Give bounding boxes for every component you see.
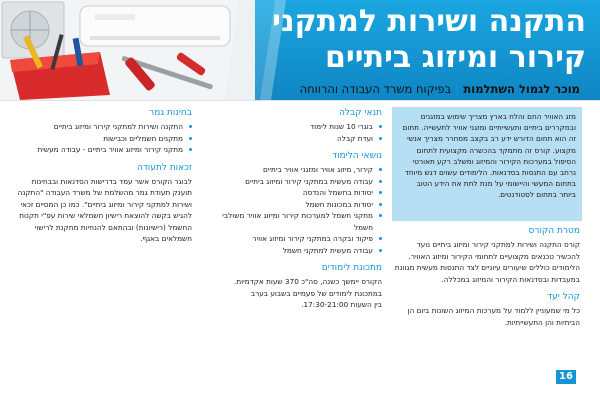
- list-item: מתקני חשמל למערכות קירור ומיזוג אוויר משולבי חשמל: [202, 210, 382, 233]
- goal-heading: מטרת הקורס: [528, 226, 580, 236]
- schedule-line-2: במתכונת לימודים של פעמיים בשבוע בערב: [250, 288, 382, 298]
- topics-heading: נושאי הלימוד: [332, 151, 382, 161]
- title-line-2: קירור ומיזוג ביתיים: [325, 40, 586, 75]
- exams-heading: בחינות גמר: [149, 108, 192, 118]
- schedule-heading: מתכונת לימודים: [321, 263, 382, 273]
- list-item: יסודות בחשמל והנדסה: [202, 187, 382, 199]
- title-line-1: התקנה ושירות למתקני: [272, 4, 586, 39]
- list-item: ועדת קבלה: [202, 133, 382, 145]
- admission-list: [202, 121, 382, 144]
- list-item: בוגרי 10 שנות לימוד: [202, 121, 382, 133]
- eligibility-text: לבוגר הקורס אשר עמד בדרישות הסדנאות ובבחינות תוענק תעודת גמר מהשלמת של משרד העבודה "התקנה ושירות למתקני קירור ומיזוג ביתיים". כמו כן המסיים זכאי להגיש בקשה להוצאת רישיון חשמלאי שירות עפ"י תקנות החשמל (רישיונות) ובהתאם להנחיות מתקנת לרישוי חשמלאים באגף.: [17, 176, 192, 243]
- list-item: מתקנים חשמליים וכבישות: [17, 133, 192, 145]
- list-item: עבודה מעשית במתקני קירור ומיזוג ביתיים: [202, 176, 382, 188]
- header-divider: [0, 100, 600, 101]
- schedule-line-1: הקורס יימשך כשנה, סה"כ 370 שעות אקדמיות.: [234, 277, 382, 286]
- schedule-line-3: בין השעות 17:30-21:00.: [301, 300, 382, 309]
- intro-text: מזג האוויר החם והלח בארץ מצריך שימוש במזגנים ובמקררים ביתיים ותעשייתיים ומזגני אוויר לתעשייה. תחום זה הוא תחום הדורש ידע רב בקצב מסחרר מצריך אנשי מקצוע. קורס זה מתמקד בהכשרה מקצועית לתחום הסיפול במערכות הקירור והמיזוג ומשלב רקע תאורטי נרחב עם התנסות בסדנאות. הלימודים עשוים דגש מיוחד בתחום המעשי והיישומי על מנת לתת את הידע הטוב ביותר בתחום לסטודנטים.: [402, 112, 576, 200]
- audience-text: כל מי שמעוניין ללמוד על מערכות המיזוג השונות ביום הן הביתיות והן התעשייתיות.: [407, 306, 580, 327]
- subtitle-supervision: בפיקוח משרד העבודה והרווחה: [299, 82, 452, 96]
- list-item: קירור, מיזוג אוויר ומזגני אוויר ביתיים: [202, 164, 382, 176]
- column-middle: [202, 107, 382, 317]
- list-item: עבודה מעשית למתקני חשמל: [202, 245, 382, 257]
- subtitle-separator: |: [455, 82, 460, 96]
- column-right: [392, 225, 580, 334]
- page-number: 16: [556, 370, 576, 384]
- column-left: [17, 107, 192, 251]
- subtitle-recognition: מוכר לגמול השתלמות: [463, 82, 580, 96]
- list-item: פיקוד ובקרה במתקני קירור ומיזוג אוויר: [202, 233, 382, 245]
- exams-list: [17, 121, 192, 156]
- eligibility-heading: זכאות לתעודה: [136, 162, 192, 173]
- list-item: התקנה ושירות למתקני קירור ומיזוג ביתיים: [17, 121, 192, 133]
- audience-heading: קהל יעד: [547, 292, 580, 302]
- admission-heading: תנאי קבלה: [339, 108, 382, 118]
- page-title: [246, 4, 586, 76]
- topics-list: [202, 164, 382, 256]
- subtitle: [200, 82, 580, 96]
- goal-text: קורס התקנה ושירות למתקני קירור ומיזוג ביתיים נועד להכשיר טכנאים מקצועיים לתחומי הקירור ומיזוג האוויר. הלימודים כוללים שיעורים עיוניים לצד התנסות מעשית מגוונת במעבדות ובסדנאות הקירור והמיזוג במכללה.: [394, 240, 580, 284]
- schedule-text: [202, 276, 382, 311]
- list-item: מתקני קירור ומיזוג אוויר ביתיים - עבודה מעשית: [17, 144, 192, 156]
- list-item: יסודות במכונות חשמל: [202, 199, 382, 211]
